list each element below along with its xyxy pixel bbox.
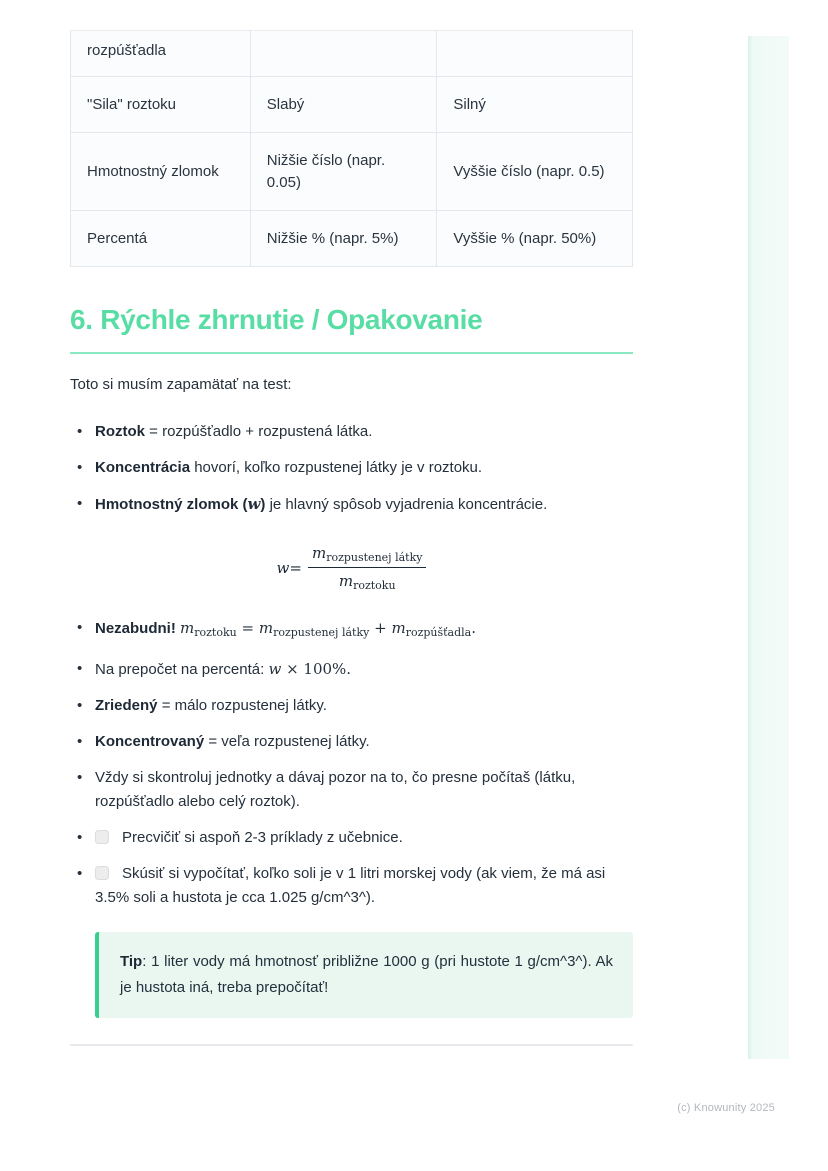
table-cell: "Sila" roztoku [71, 77, 251, 133]
table-cell: Vyššie číslo (napr. 0.5) [437, 133, 633, 211]
term-bold: Nezabudni! [95, 620, 176, 637]
math-equals: = [289, 558, 302, 577]
list-item [70, 657, 633, 682]
summary-list [70, 420, 633, 517]
tip-callout [95, 932, 633, 1018]
table-cell: rozpúšťadla [71, 31, 251, 77]
intro-text: Toto si musím zapamätať na test: [70, 376, 292, 393]
list-item [70, 456, 633, 480]
list-item [70, 730, 633, 754]
term-text: = rozpúšťadlo + rozpustená látka. [145, 423, 373, 440]
term-text: Na prepočet na percentá: [95, 661, 269, 678]
table-cell: Hmotnostný zlomok [71, 133, 251, 211]
table-row [71, 31, 633, 77]
math-subscript: rozpustenej látky [326, 551, 423, 564]
term-text: = veľa rozpustenej látky. [204, 733, 370, 750]
document-page [70, 0, 633, 1046]
list-item [70, 492, 633, 517]
footer-credit: (c) Knowunity 2025 [677, 1102, 775, 1114]
term-text: je hlavný spôsob vyjadrenia koncentrácie. [265, 496, 548, 513]
list-item [70, 694, 633, 718]
math-expression: × 100%. [281, 660, 352, 678]
page-edge-decoration [748, 36, 789, 1059]
term-bold: Hmotnostný zlomok ( [95, 496, 248, 513]
table-cell: Percentá [71, 211, 251, 267]
table-cell: Silný [437, 77, 633, 133]
task-text: Precvičiť si aspoň 2-3 príklady z učebnice. [122, 829, 403, 846]
math-variable: w [247, 495, 261, 513]
comparison-table [70, 30, 633, 267]
section-divider [70, 1044, 633, 1046]
task-text: Skúsiť si vypočítať, koľko soli je v 1 litri morskej vody (ak viem, že má asi 3.5% soli a hustota je cca 1.025 g/cm^3^). [95, 865, 606, 906]
table-row [71, 77, 633, 133]
term-bold: Roztok [95, 423, 145, 440]
table-cell: Vyššie % (napr. 50%) [437, 211, 633, 267]
term-bold: Koncentrovaný [95, 733, 205, 750]
mass-fraction-formula [70, 543, 633, 592]
math-variable: m [311, 544, 327, 562]
table-row [71, 211, 633, 267]
summary-list [70, 616, 633, 910]
task-checkbox[interactable] [95, 866, 109, 880]
table-cell [437, 31, 633, 77]
list-item-task [70, 862, 633, 910]
list-item [70, 766, 633, 814]
math-variable: w [268, 660, 282, 678]
term-bold: Zriedený [95, 697, 158, 714]
term-text: hovorí, koľko rozpustenej látky je v roztoku. [190, 459, 483, 476]
tip-text: : 1 liter vody má hmotnosť približne 1000 g (pri hustote 1 g/cm^3^). Ak je hustota iná, treba prepočítať! [120, 953, 613, 996]
tip-label: Tip [120, 953, 143, 970]
table-row [71, 133, 633, 211]
list-item [70, 616, 633, 645]
list-item-task [70, 826, 633, 850]
term-bold: ) [260, 496, 266, 513]
heading-underline [70, 352, 633, 354]
math-subscript: roztoku [353, 579, 396, 592]
math-variable: w [276, 558, 290, 577]
list-item [70, 420, 633, 444]
section-heading: 6. Rýchle zhrnutie / Opakovanie [70, 304, 483, 335]
term-text: = málo rozpustenej látky. [157, 697, 327, 714]
term-bold: Koncentrácia [95, 459, 191, 476]
math-variable: m [338, 572, 354, 590]
table-cell: Slabý [250, 77, 437, 133]
math-fraction [308, 543, 427, 592]
table-cell: Nižšie % (napr. 5%) [250, 211, 437, 267]
table-cell [250, 31, 437, 77]
term-text: Vždy si skontroluj jednotky a dávaj pozor na to, čo presne počítaš (látku, rozpúšťadlo alebo celý roztok). [95, 769, 576, 810]
math-expression: $m_{roztoku} = m_{rozpustenej látky} + m_{rozpúšťadla}$. [180, 619, 477, 639]
task-checkbox[interactable] [95, 830, 109, 844]
table-cell: Nižšie číslo (napr. 0.05) [250, 133, 437, 211]
